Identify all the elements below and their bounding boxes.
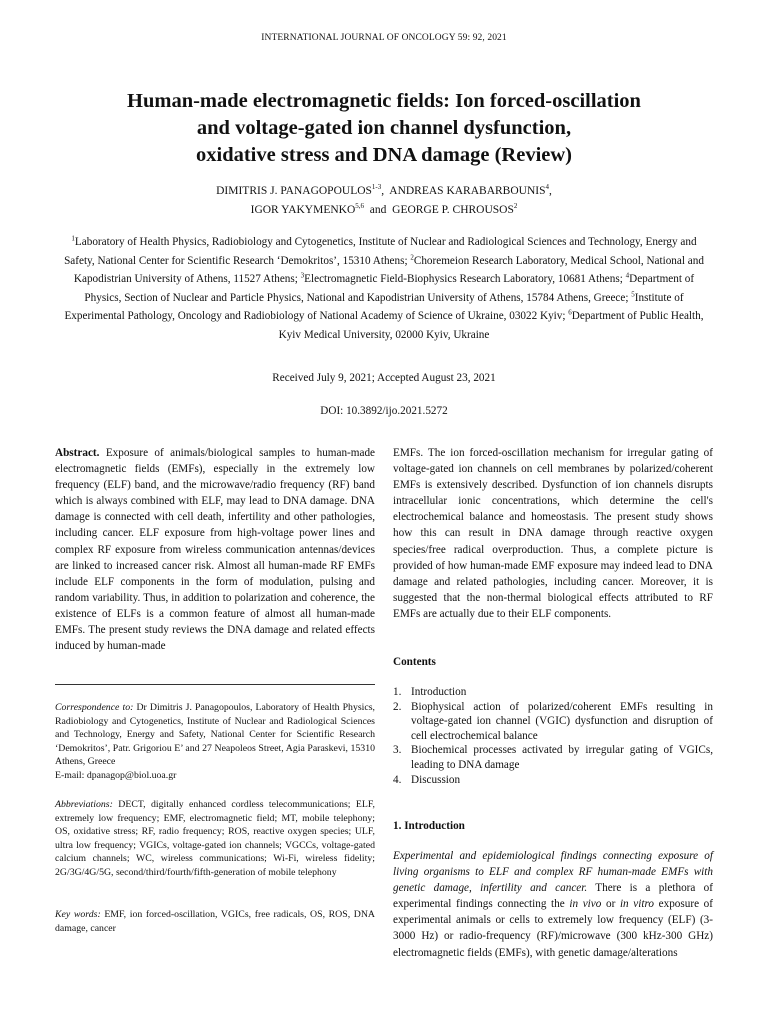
contents-heading: Contents	[393, 656, 436, 668]
introduction-heading: 1. Introduction	[393, 820, 465, 832]
contents-item[interactable]: 4. Discussion	[393, 773, 461, 786]
author-name: DIMITRIS J. PANAGOPOULOS	[216, 185, 372, 197]
abstract-text-continued: EMFs. The ion forced-oscillation mechanism for irregular gating of voltage-gated ion channels on cell membranes by polarized/coherent EMFs is extensively described. Dysfunction of ion channels disrupts intracellular ionic concentrations, which determine the cell's electrochemical balance and homeostasis. The present study shows how this can result in DNA damage through reactive oxygen species/free radical overproduction. Thus, a complete picture is provided of how human-made EMF exposure may indeed lead to DNA damage and related pathologies, including cancer. Moreover, it is suggested that the non-thermal biological effects attributed to RF EMFs are actually due to their ELF components.	[393, 447, 713, 620]
title-line-1: Human-made electromagnetic fields: Ion forced-oscillation	[127, 90, 641, 112]
affiliation-text: Laboratory of Health Physics, Radiobiology and Cytogenetics, Institute of Nuclear and Radiological Sciences and Technology, Energy and Safety, National Center for Scientific Research ‘Demokritos’, 15310 Athens;	[64, 236, 697, 267]
affiliation-text: Department of Physics, Section of Nuclear and Particle Physics, National and Kapodistrian University of Athens, 15784 Athens, Greece;	[84, 273, 695, 304]
abbreviations-label: Abbreviations:	[55, 799, 113, 810]
author-name: ANDREAS KARABARBOUNIS	[389, 185, 546, 197]
correspondence	[55, 701, 375, 783]
abstract-left	[55, 445, 375, 654]
correspondence-text: Dr Dimitris J. Panagopoulos, Laboratory of Health Physics, Radiobiology and Cytogenetics, Institute of Nuclear and Radiological Sciences and Technology, Energy and Safety, National Center for Scientific Research ‘Demokritos’, Patr. Grigoriou E’ and 27 Neapoleos Street, Agia Paraskevi, 15310 Athens, Greece	[55, 702, 375, 768]
title-line-3: oxidative stress and DNA damage (Review)	[196, 144, 572, 166]
abbreviations-text: DECT, digitally enhanced cordless telecommunications; ELF, extremely low frequency; EMF, electromagnetic field; MT, mobile telephony; OS, oxidative stress; RF, radio frequency; ROS, reactive oxygen species; ULF, ultra low frequency; VGICs, voltage-gated ion channels; VGCCs, voltage-gated calcium channels; WC, wireless communications; Wi-Fi, wireless fidelity; 2G/3G/4G/5G, second/third/fourth/fifth-generation of mobile telephony	[55, 799, 375, 878]
contents-item[interactable]: 3. Biochemical processes activated by irregular gating of VGICs, leading to DNA damage	[393, 744, 713, 771]
doi[interactable]: DOI: 10.3892/ijo.2021.5272	[320, 405, 448, 417]
keywords	[55, 908, 375, 935]
keywords-text: EMF, ion forced-oscillation, VGICs, free radicals, OS, ROS, DNA damage, cancer	[55, 909, 375, 934]
author-affiliation-sup: 2	[513, 202, 518, 211]
contents-item[interactable]: 2. Biophysical action of polarized/coherent EMFs resulting in voltage-gated ion channel (VGIC) dysfunction and disruption of cell electrochemical balance	[393, 700, 713, 742]
affiliation-number: 5	[631, 289, 635, 298]
footnote-divider	[55, 684, 375, 685]
affiliation-text: Choremeion Research Laboratory, Medical School, National and Kapodistrian University of Athens, 11527 Athens;	[73, 254, 704, 285]
keywords-label: Key words:	[55, 909, 101, 920]
introduction-subheading: Experimental and epidemiological findings connecting exposure of living organisms to ELF and complex RF human-made EMFs with genetic damage, infertility and cancer.	[393, 850, 713, 895]
affiliation-number: 1	[71, 234, 75, 243]
affiliation-number: 2	[410, 252, 414, 261]
author-affiliation-sup: 4	[545, 183, 549, 192]
abstract-text: Exposure of animals/biological samples to human-made electromagnetic fields (EMFs), especially in the extremely low frequency (ELF) band, and the microwave/radio frequency (RF) band which is always combined with ELF, may lead to DNA damage. DNA damage is connected with cell death, infertility and other pathologies, including cancer. ELF exposure from high-voltage power lines and complex RF exposure from wireless communication antennas/devices are linked to increased cancer risk. Almost all human-made RF EMFs include ELF components in the form of modulation, pulsing and random variability. Thus, in addition to polarization and coherence, the existence of ELFs is a common feature of almost all human-made EMFs. The present study reviews the DNA damage and related effects induced by human-made	[55, 447, 375, 653]
paper-title	[60, 88, 708, 169]
author-name: GEORGE P. CHROUSOS	[392, 204, 514, 216]
received-dates: Received July 9, 2021; Accepted August 23, 2021	[272, 372, 496, 384]
contents-list	[393, 685, 713, 787]
abbreviations	[55, 798, 375, 880]
abstract-right	[393, 445, 713, 622]
affiliation-text: Department of Public Health, Kyiv Medical University, 02000 Kyiv, Ukraine	[278, 310, 704, 341]
author-affiliation-sup: 5,6	[355, 202, 365, 211]
author-list: DIMITRIS J. PANAGOPOULOS$^{1-3}$, ANDREAS KARABARBOUNIS$^4$, IGOR YAKYMENKO$^{5,6}$ and GEORGE P. CHROUSOS$^2$	[216, 183, 552, 216]
contents-item[interactable]: 1. Introduction	[393, 686, 467, 698]
affiliations	[60, 233, 708, 344]
affiliation-number: 4	[625, 271, 630, 280]
author-affiliation-sup: 1-3	[371, 183, 382, 192]
correspondence-email[interactable]: E-mail: dpanagop@biol.uoa.gr	[55, 769, 177, 781]
title-line-2: and voltage-gated ion channel dysfunction,	[196, 117, 572, 139]
journal-header: INTERNATIONAL JOURNAL OF ONCOLOGY 59: 92, 2021	[261, 33, 507, 43]
introduction-text: Experimental and epidemiological findings connecting exposure of living organisms to ELF and complex RF human-made EMFs with genetic damage, infertility and cancer. There is a plethora of experimental findings connecting the in vivo or in vitro exposure of experimental animals or cells to extremely low frequency (ELF) (3-3000 Hz) or radio-frequency (RF)/microwave (300 kHz-300 GHz) electromagnetic fields (EMFs), with genetic damage/alterations	[393, 850, 713, 959]
affiliation-text: Institute of Experimental Pathology, Oncology and Radiobiology of National Academy of Science of Ukraine, 03022 Kyiv;	[64, 291, 684, 322]
affiliation-text: Electromagnetic Field-Biophysics Research Laboratory, 10681 Athens;	[304, 273, 623, 285]
affiliation-number: 6	[568, 308, 572, 317]
author-name: IGOR YAKYMENKO	[250, 204, 356, 216]
correspondence-label: Correspondence to:	[55, 702, 134, 713]
affiliation-number: 3	[300, 271, 305, 280]
abstract-label: Abstract.	[55, 447, 100, 459]
author-conjunction: and	[369, 204, 387, 216]
